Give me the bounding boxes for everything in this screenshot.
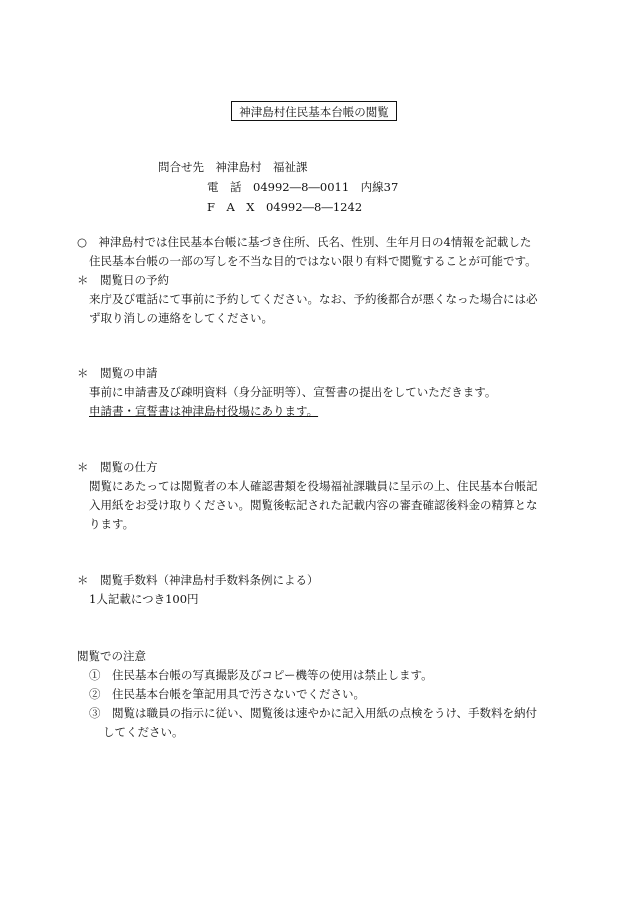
method-line-3: ります。 bbox=[89, 517, 135, 531]
fee-line-1: 1人記載につき100円 bbox=[89, 592, 199, 606]
notes-item-1: ① 住民基本台帳の写真撮影及びコピー機等の使用は禁止します。 bbox=[89, 668, 433, 682]
intro-line-2: 住民基本台帳の一部の写しを不当な目的ではない限り有料で閲覧することが可能です。 bbox=[89, 254, 537, 268]
application-heading: ＊ 閲覧の申請 bbox=[77, 366, 158, 380]
application-line-1: 事前に申請書及び疎明資料（身分証明等）、宣誓書の提出をしていただきます。 bbox=[89, 385, 497, 399]
method-section bbox=[77, 458, 564, 534]
intro-section bbox=[77, 233, 564, 328]
contact-fax: F A X 04992―8―1242 bbox=[207, 200, 363, 214]
contact-info bbox=[158, 158, 578, 218]
method-heading: ＊ 閲覧の仕方 bbox=[77, 460, 158, 474]
fee-section bbox=[77, 571, 564, 609]
application-location-note: 申請書・宣誓書は神津島村役場にあります。 bbox=[89, 404, 319, 418]
reservation-line-2: ず取り消しの連絡をしてください。 bbox=[89, 311, 273, 325]
page-title: 神津島村住民基本台帳の閲覧 bbox=[231, 101, 397, 121]
application-line-2-wrap bbox=[77, 402, 564, 421]
notes-item-3-line-2: してください。 bbox=[103, 725, 184, 739]
reservation-heading: ＊ 閲覧日の予約 bbox=[77, 273, 169, 287]
fee-heading: ＊ 閲覧手数料（神津島村手数料条例による） bbox=[77, 573, 319, 587]
notes-item-2: ② 住民基本台帳を筆記用具で汚さないでください。 bbox=[89, 687, 365, 701]
notes-heading: 閲覧での注意 bbox=[77, 649, 146, 663]
notes-section bbox=[77, 647, 564, 742]
contact-department: 問合せ先 神津島村 福祉課 bbox=[158, 160, 308, 174]
reservation-line-1: 来庁及び電話にて事前に予約してください。なお、予約後都合が悪くなった場合には必 bbox=[89, 292, 538, 306]
intro-line-1: ○ 神津島村では住民基本台帳に基づき住所、氏名、性別、生年月日の4情報を記載した bbox=[77, 235, 532, 249]
contact-phone: 電 話 04992―8―0011 内線37 bbox=[207, 180, 399, 194]
notes-item-3-line-1: ③ 閲覧は職員の指示に従い、閲覧後は速やかに記入用紙の点検をうけ、手数料を納付 bbox=[89, 706, 538, 720]
method-line-2: 入用紙をお受け取りください。閲覧後転記された記載内容の審査確認後料金の精算とな bbox=[89, 498, 538, 512]
application-section bbox=[77, 364, 564, 421]
method-line-1: 閲覧にあたっては閲覧者の本人確認書類を役場福祉課職員に呈示の上、住民基本台帳記 bbox=[89, 479, 538, 493]
